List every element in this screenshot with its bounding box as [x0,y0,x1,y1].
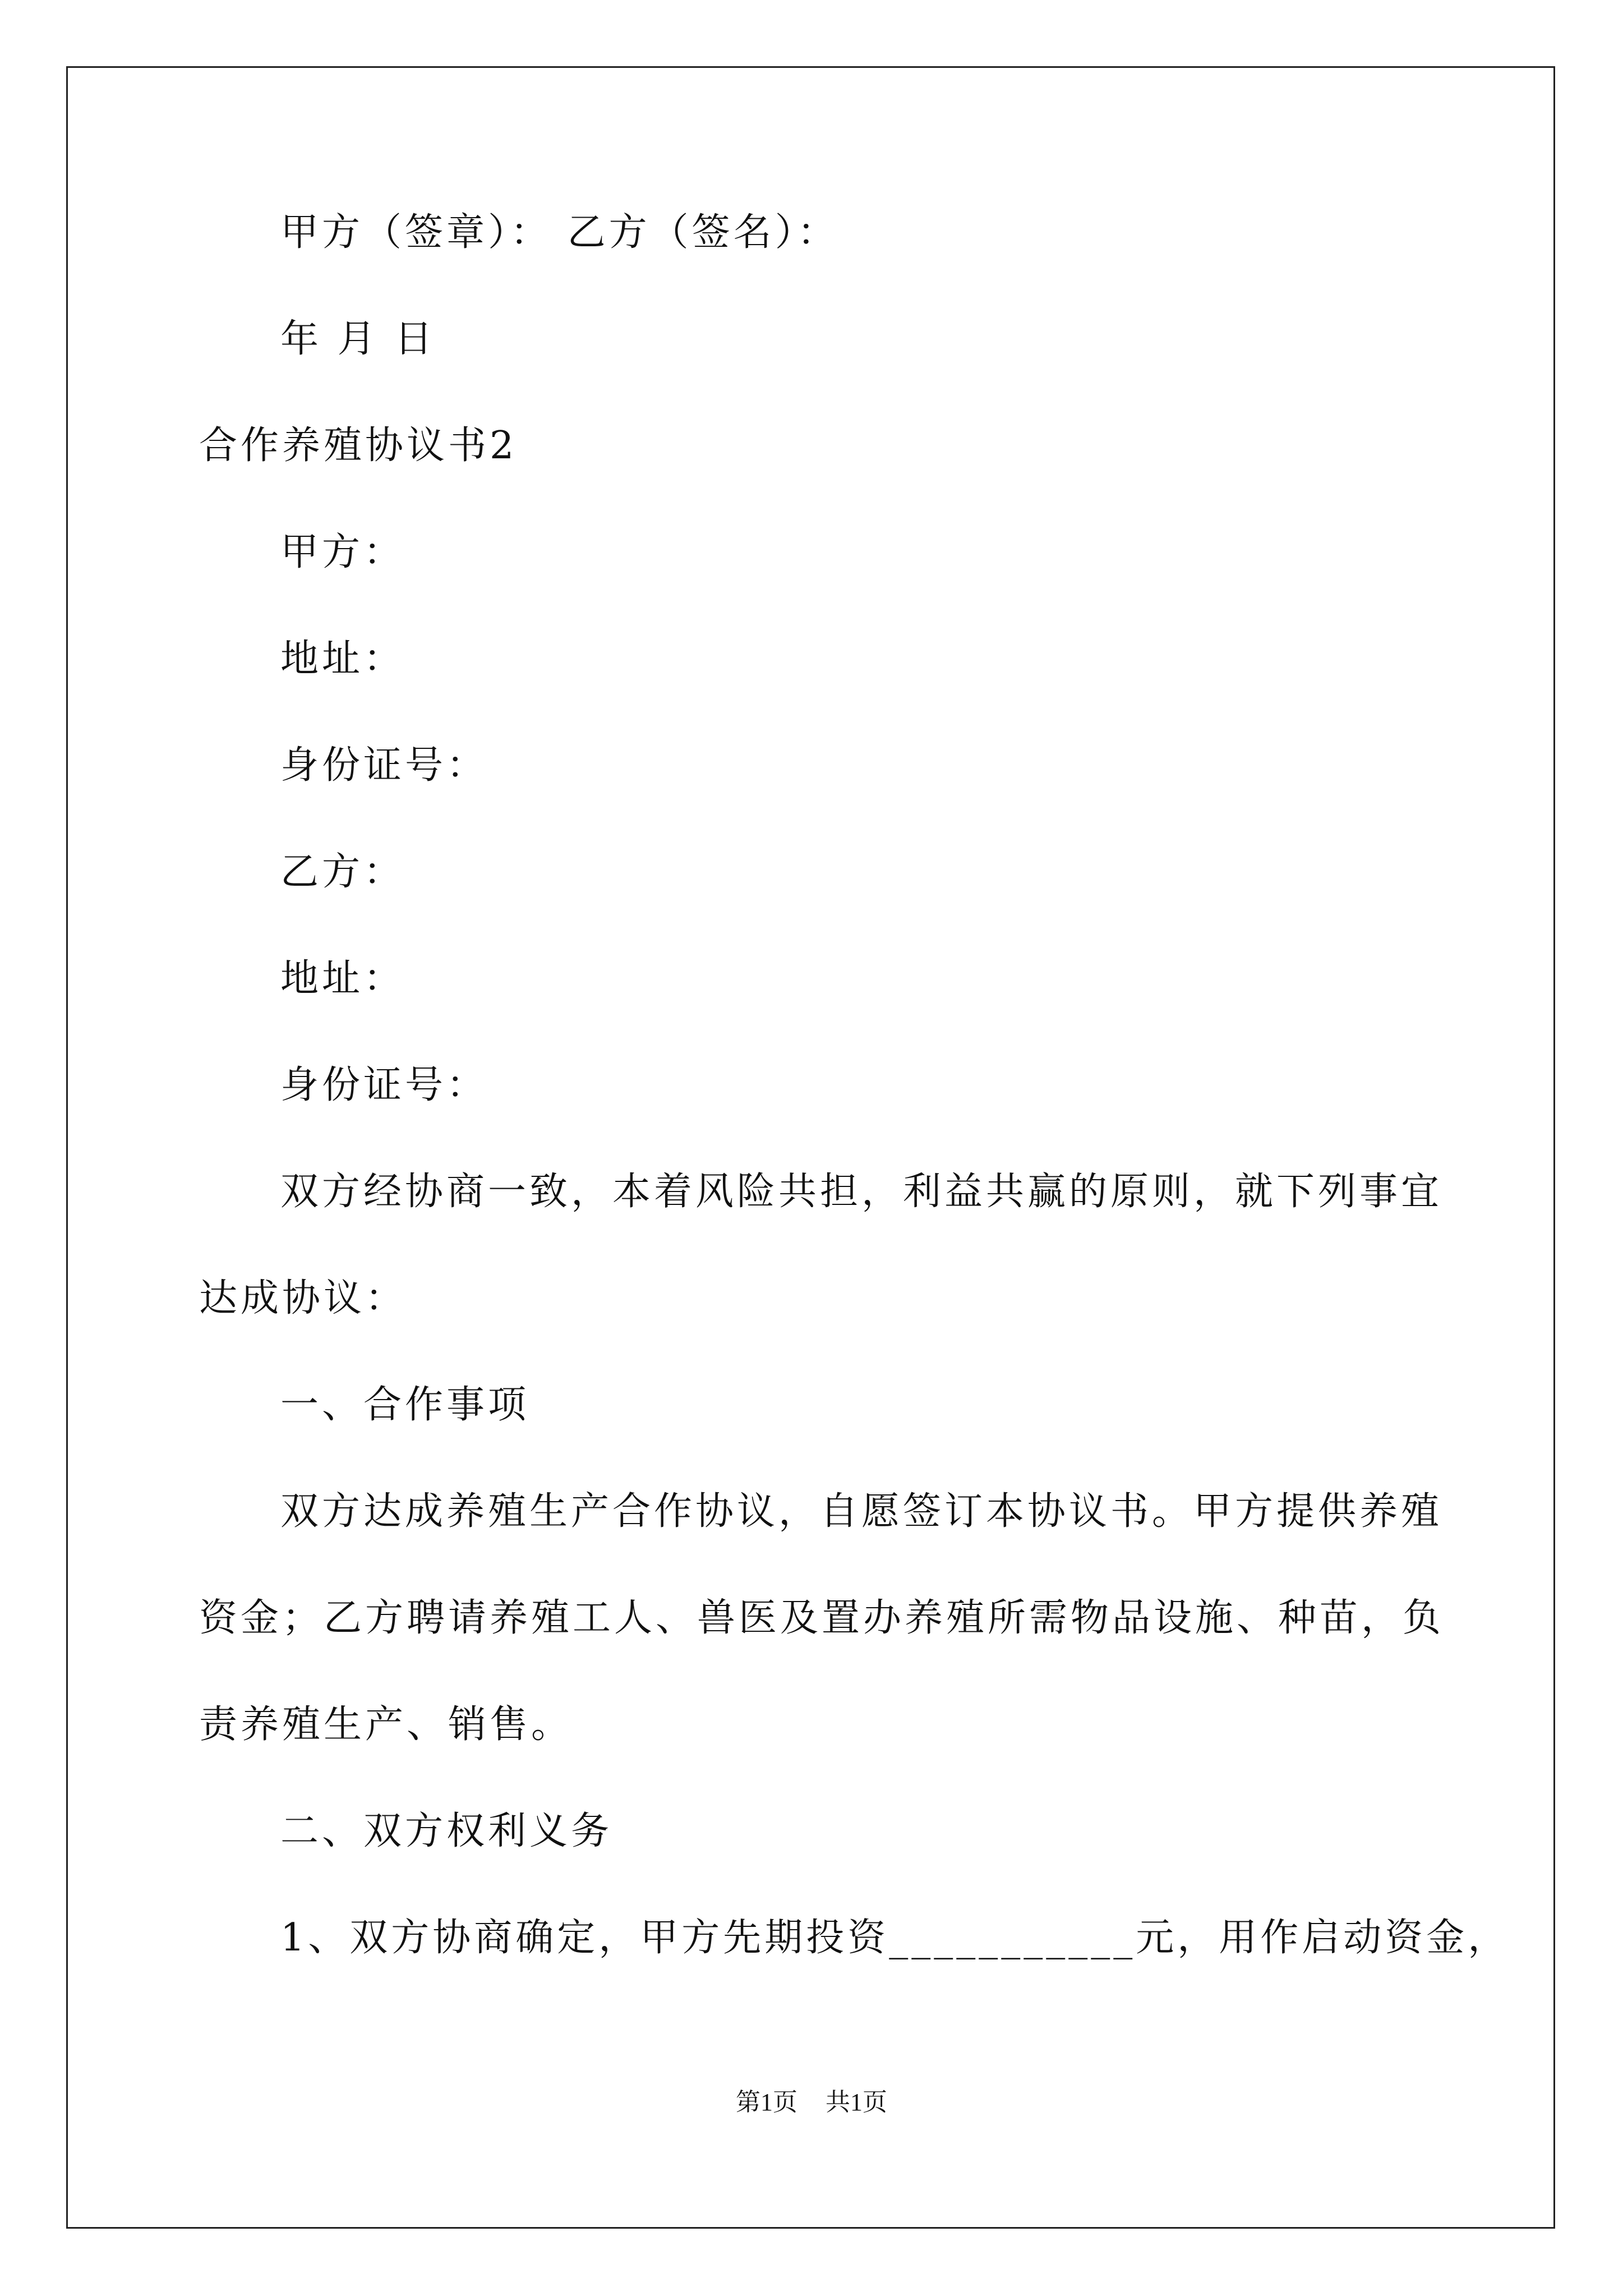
party-a-address: 地址： [280,637,405,681]
party-b-address: 地址： [280,956,405,1001]
section-title: 合作养殖协议书2 [199,424,518,468]
paragraph-line: 双方达成养殖生产合作协议，自愿签订本协议书。甲方提供养殖 [280,1489,1443,1534]
section-heading: 二、双方权利义务 [280,1809,613,1853]
date-line: 年 月 日 [280,317,436,361]
page-number: 第1页 [736,2088,797,2116]
party-b-label: 乙方： [280,850,405,894]
party-b-id: 身份证号： [280,1063,488,1107]
page-total: 共1页 [826,2088,887,2116]
paragraph-line: 1、双方协商确定，甲方先期投资___________元，用作启动资金， [280,1916,1510,1960]
paragraph-line: 责养殖生产、销售。 [199,1703,573,1747]
party-a-id: 身份证号： [280,743,488,788]
party-a-label: 甲方： [280,530,405,574]
paragraph-line: 资金；乙方聘请养殖工人、兽医及置办养殖所需物品设施、种苗，负 [199,1596,1445,1640]
page-border [66,66,1555,2229]
paragraph-line: 达成协议： [199,1276,407,1320]
paragraph-line: 双方经协商一致，本着风险共担，利益共赢的原则，就下列事宜 [280,1170,1443,1214]
section-heading: 一、合作事项 [280,1383,530,1427]
page-footer [0,2087,1623,2118]
signature-line: 甲方（签章）： 乙方（签名）： [280,210,839,255]
